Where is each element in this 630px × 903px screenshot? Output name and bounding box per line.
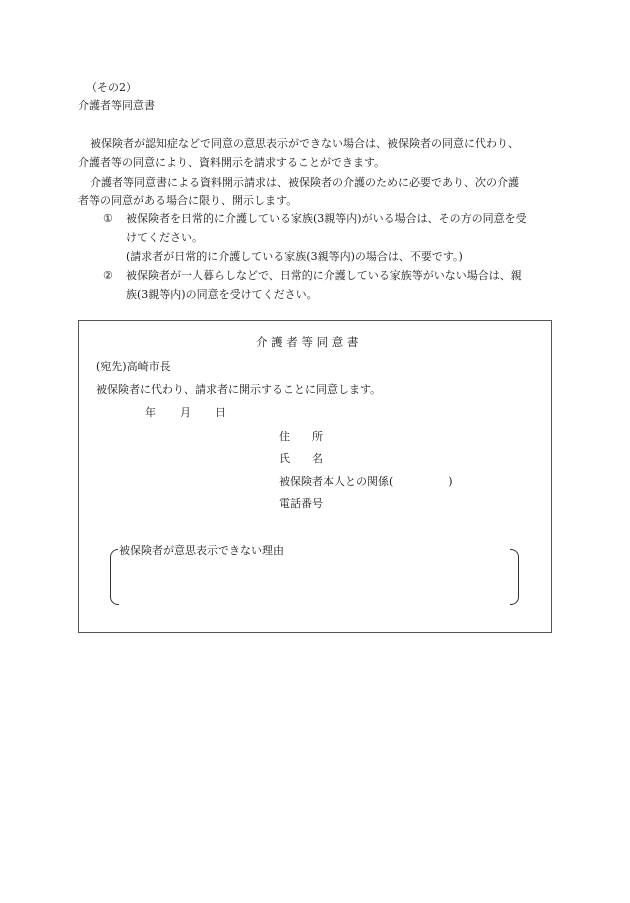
paragraph-1-line-2: 介護者等の同意により、資料開示を請求することができます。 [78,156,386,169]
addressee: (宛先)高崎市長 [96,360,171,373]
item-2-mark: ② [103,269,113,282]
item-1-mark: ① [103,212,113,225]
consent-statement: 被保険者に代わり、請求者に開示することに同意します。 [96,383,382,396]
date-month-label[interactable]: 月 [180,406,191,419]
item-1-note: (請求者が日常的に介護している家族(3親等内)の場合は、不要です。) [126,250,463,263]
item-2-line-1: 被保険者が一人暮らしなどで、日常的に介護している家族等がいない場合は、親 [126,269,522,282]
name-field-label[interactable]: 氏 名 [279,452,323,465]
form-title: 介 護 者 等 同 意 書 [256,335,359,349]
item-2-line-2: 族(3親等内)の同意を受けてください。 [126,288,318,301]
relation-field-label[interactable]: 被保険者本人との関係( ) [279,475,453,488]
item-1-line-2: けてください。 [126,231,203,244]
right-bracket [510,549,519,605]
paragraph-2-line-1: 介護者等同意書による資料開示請求は、被保険者の介護のために必要であり、次の介護 [90,176,519,189]
item-1-line-1: 被保険者を日常的に介護している家族(3親等内)がいる場合は、その方の同意を受 [126,212,527,225]
phone-field-label[interactable]: 電話番号 [279,497,323,510]
date-day-label[interactable]: 日 [215,406,226,419]
address-field-label[interactable]: 住 所 [279,430,323,443]
paragraph-2-line-2: 者等の同意がある場合に限り、開示します。 [78,194,298,207]
part-label: （その2） [86,81,137,94]
date-year-label[interactable]: 年 [145,406,156,419]
section-title: 介護者等同意書 [78,99,155,112]
left-bracket [110,549,119,605]
paragraph-1-line-1: 被保険者が認知症などで同意の意思表示ができない場合は、被保険者の同意に代わり、 [90,137,519,150]
reason-field[interactable] [110,545,519,605]
reason-field-label: 被保険者が意思表示できない理由 [119,544,284,557]
